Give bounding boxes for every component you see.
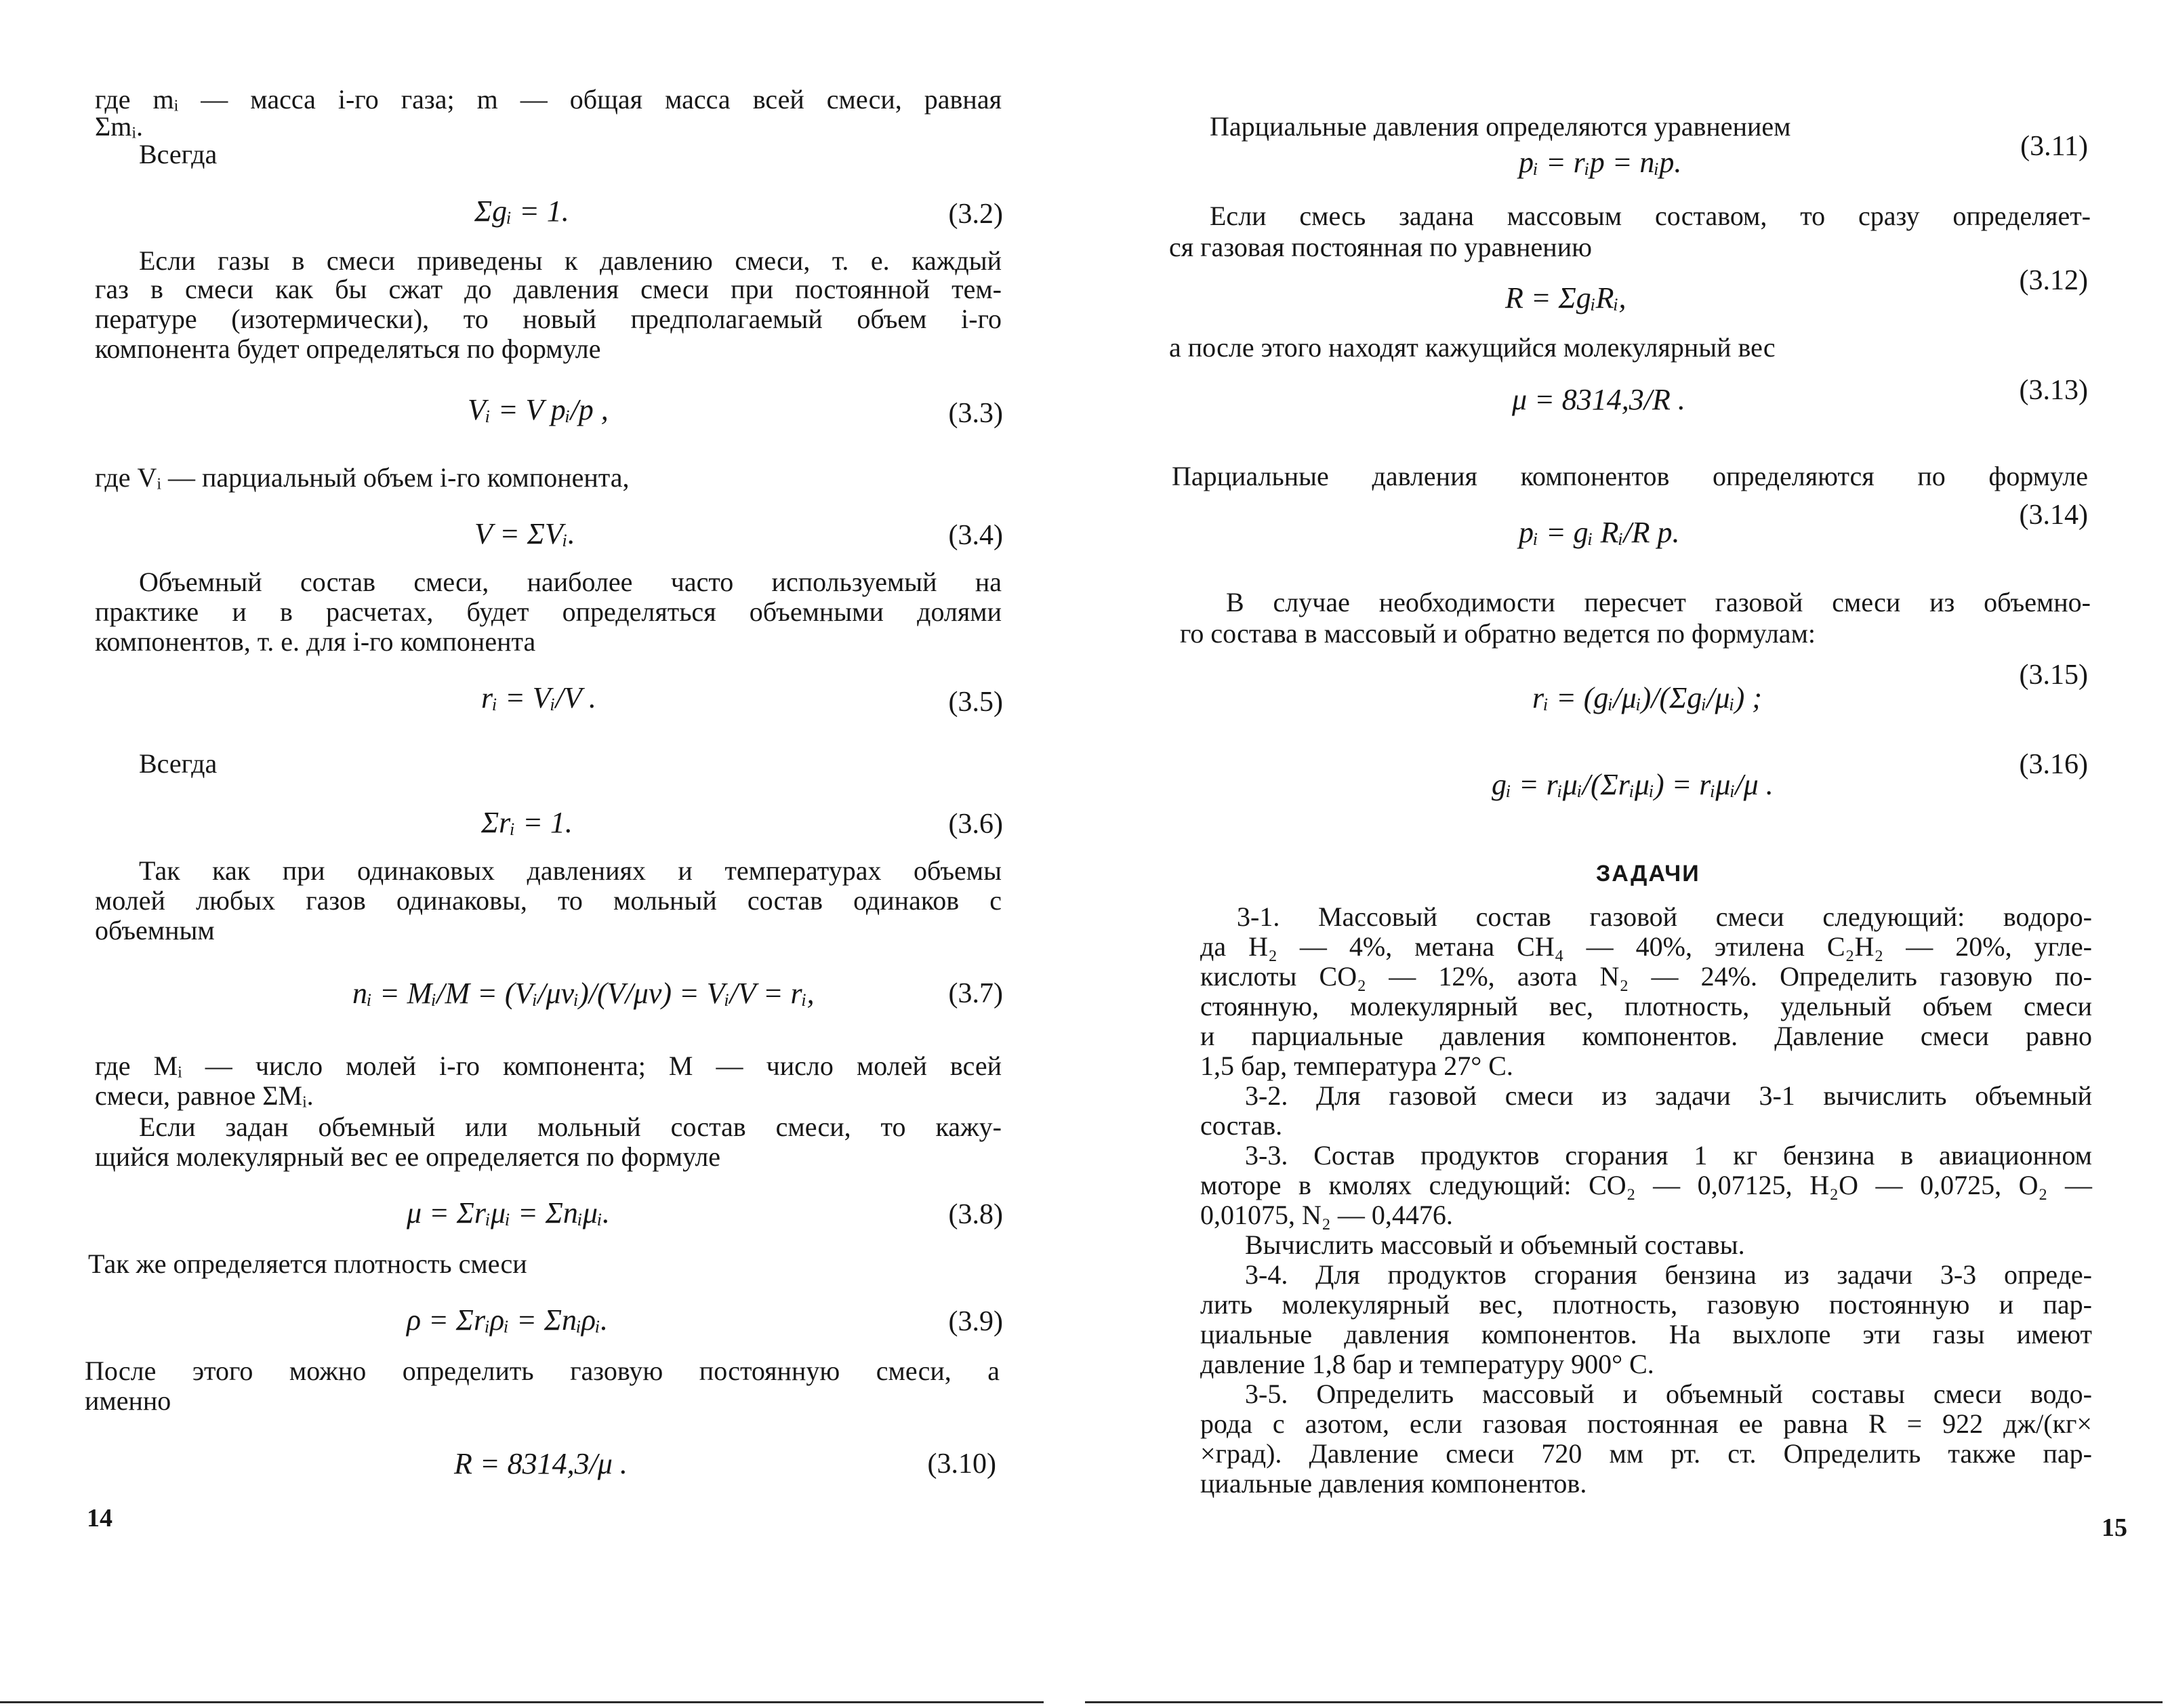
equation-number: (3.3) (948, 398, 1003, 429)
text-line: Если смесь задана массовым составом, то сразу определяет- (1210, 201, 2091, 231)
text-line: Объемный состав смеси, наиболее часто используемый на (139, 567, 1002, 597)
text-line: газ в смеси как бы сжат до давления смеси при постоянной тем- (95, 274, 1002, 304)
page-number: 15 (2102, 1513, 2127, 1542)
page-number: 14 (87, 1504, 112, 1532)
text-line: После этого можно определить газовую постоянную смеси, а (85, 1356, 1000, 1386)
equation-3-2: Σgᵢ = 1. (474, 195, 569, 228)
equation-number: (3.6) (948, 809, 1003, 840)
equation-number: (3.2) (948, 199, 1003, 230)
equation-number: (3.9) (948, 1306, 1003, 1337)
equation-3-11: pᵢ = rᵢp = nᵢp. (1519, 146, 1682, 179)
equation-number: (3.4) (948, 520, 1003, 551)
equation-3-6: Σrᵢ = 1. (481, 806, 573, 839)
problem-line: ×град). Давление смеси 720 мм рт. ст. Определить также пар- (1200, 1438, 2092, 1469)
text-line: где Mᵢ — число молей i-го компонента; M — число молей всей (95, 1051, 1002, 1081)
problem-line: 3-1. Массовый состав газовой смеси следующий: водоро- (1237, 901, 2092, 932)
equation-number: (3.7) (948, 978, 1003, 1009)
equation-number: (3.15) (2019, 659, 2088, 691)
equation-number: (3.13) (2019, 375, 2088, 406)
problem-line: кислоты CO₂ — 12%, азота N₂ — 24%. Определить газовую по- (1200, 961, 2092, 992)
text-line: молей любых газов одинаковы, то мольный состав одинаков с (95, 885, 1002, 916)
equation-3-10: R = 8314,3/μ . (454, 1447, 628, 1480)
text-line: а после этого находят кажущийся молекулярный вес (1169, 332, 1776, 363)
left-page (0, 0, 1057, 1708)
problem-line: и парциальные давления компонентов. Давление смеси равно (1200, 1021, 2092, 1051)
equation-3-3: Vᵢ = V pᵢ/p , (468, 393, 609, 426)
text-line: пературе (изотермически), то новый предполагаемый объем i-го (95, 304, 1002, 334)
equation-3-8: μ = Σrᵢμᵢ = Σnᵢμᵢ. (407, 1196, 610, 1229)
equation-3-15: rᵢ = (gᵢ/μᵢ)/(Σgᵢ/μᵢ) ; (1532, 681, 1762, 714)
equation-3-13: μ = 8314,3/R . (1512, 383, 1685, 416)
text-line: объемным (95, 915, 215, 946)
equation-3-4: V = ΣVᵢ. (474, 517, 575, 550)
equation-number: (3.11) (2020, 131, 2088, 162)
problem-line: давление 1,8 бар и температуру 900° C. (1200, 1349, 1654, 1379)
equation-number: (3.12) (2019, 265, 2088, 296)
equation-3-7: nᵢ = Mᵢ/M = (Vᵢ/μvᵢ)/(V/μv) = Vᵢ/V = rᵢ, (352, 977, 815, 1010)
equation-number: (3.10) (927, 1448, 996, 1480)
problem-line: циальные давления компонентов. На выхлопе эти газы имеют (1200, 1319, 2092, 1349)
equation-3-16: gᵢ = rᵢμᵢ/(Σrᵢμᵢ) = rᵢμᵢ/μ . (1492, 768, 1774, 801)
text-line: Σmᵢ. (95, 111, 143, 142)
text-line: Всегда (139, 748, 218, 779)
right-page (1085, 0, 2170, 1708)
text-line: Если газы в смеси приведены к давлению смеси, т. е. каждый (139, 245, 1002, 276)
text-line: компонентов, т. е. для i-го компонента (95, 626, 536, 657)
text-line: Парциальные давления компонентов определяются по формуле (1172, 461, 2088, 491)
text-line: Так как при одинаковых давлениях и температурах объемы (139, 855, 1002, 886)
text-line: Парциальные давления определяются уравнением (1210, 111, 1791, 142)
problem-line: Вычислить массовый и объемный составы. (1245, 1229, 1745, 1260)
equation-3-12: R = ΣgᵢRᵢ, (1505, 281, 1626, 314)
problem-line: состав. (1200, 1110, 1283, 1141)
equation-3-14: pᵢ = gᵢ Rᵢ/R p. (1519, 516, 1680, 549)
problem-line: 3-4. Для продуктов сгорания бензина из задачи 3-3 опреде- (1245, 1259, 2092, 1290)
text-line: компонента будет определяться по формуле (95, 333, 601, 364)
text-line: именно (85, 1385, 171, 1416)
problem-line: 1,5 бар, температура 27° C. (1200, 1051, 1513, 1081)
text-line: го состава в массовый и обратно ведется по формулам: (1180, 618, 1816, 649)
problem-line: 0,01075, N₂ — 0,4476. (1200, 1200, 1453, 1230)
text-line: смеси, равное ΣMᵢ. (95, 1080, 314, 1111)
equation-3-9: ρ = Σrᵢρᵢ = Σnᵢρᵢ. (407, 1303, 608, 1337)
problem-line: 3-5. Определить массовый и объемный составы смеси водо- (1245, 1379, 2092, 1409)
problem-line: циальные давления компонентов. (1200, 1468, 1587, 1499)
equation-number: (3.8) (948, 1199, 1003, 1230)
problem-line: стоянную, молекулярный вес, плотность, удельный объем смеси (1200, 991, 2092, 1021)
equation-number: (3.16) (2019, 749, 2088, 780)
section-heading: ЗАДАЧИ (1596, 861, 1700, 887)
text-line: Так же определяется плотность смеси (88, 1248, 527, 1279)
problem-line: лить молекулярный вес, плотность, газовую постоянную и пар- (1200, 1289, 2092, 1320)
text-line: практике и в расчетах, будет определяться объемными долями (95, 596, 1002, 627)
problem-line: моторе в кмолях следующий: CO₂ — 0,07125, H₂O — 0,0725, O₂ — (1200, 1170, 2092, 1200)
problem-line: рода с азотом, если газовая постоянная ее равна R = 922 дж/(кг× (1200, 1408, 2092, 1439)
problem-line: 3-2. Для газовой смеси из задачи 3-1 вычислить объемный (1245, 1080, 2092, 1111)
problem-line: 3-3. Состав продуктов сгорания 1 кг бензина в авиационном (1245, 1140, 2092, 1171)
text-line: щийся молекулярный вес ее определяется по формуле (95, 1141, 721, 1172)
text-line: где mᵢ — масса i-го газа; m — общая масса всей смеси, равная (95, 84, 1002, 115)
text-line: ся газовая постоянная по уравнению (1169, 232, 1593, 262)
problem-line: да H₂ — 4%, метана CH₄ — 40%, этилена C₂H₂ — 20%, угле- (1200, 931, 2092, 962)
text-line: В случае необходимости пересчет газовой смеси из объемно- (1226, 587, 2091, 617)
page-edge-line (1085, 1701, 2163, 1703)
text-line: Если задан объемный или мольный состав смеси, то кажу- (139, 1112, 1002, 1142)
equation-3-5: rᵢ = Vᵢ/V . (481, 681, 596, 714)
text-line: Всегда (139, 139, 218, 169)
page-edge-line (0, 1701, 1044, 1703)
text-line: где Vᵢ — парциальный объем i-го компонента, (95, 462, 630, 493)
equation-number: (3.14) (2019, 500, 2088, 531)
equation-number: (3.5) (948, 687, 1003, 718)
